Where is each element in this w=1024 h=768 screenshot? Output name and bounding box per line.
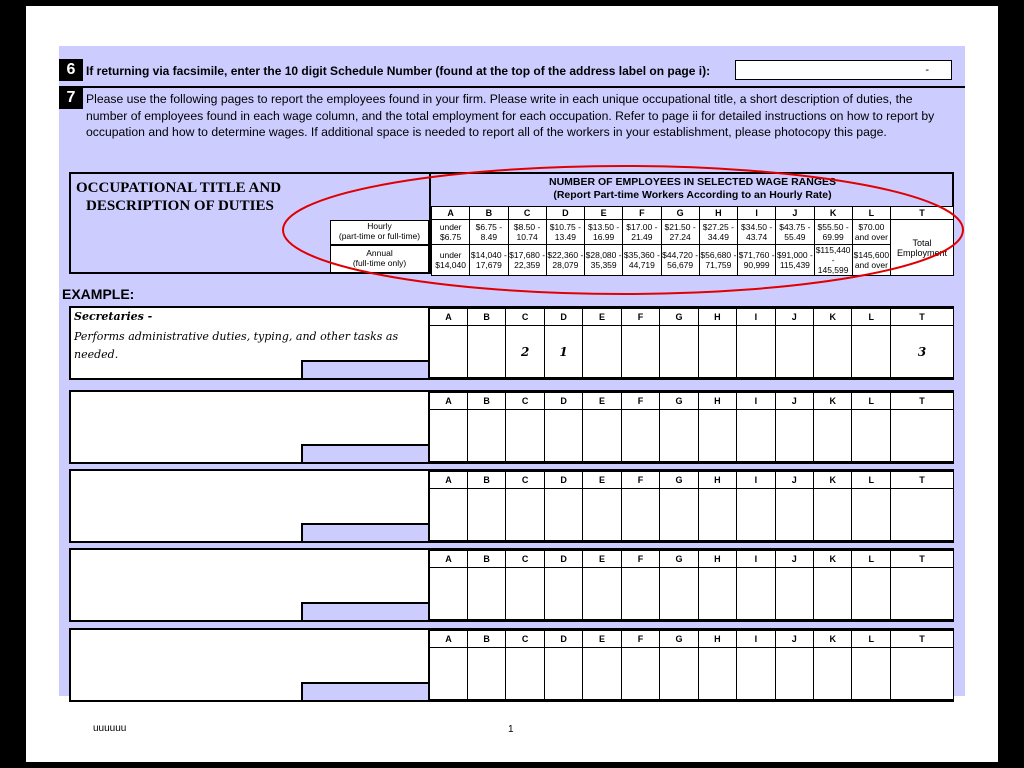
count-cell-e[interactable] [583, 489, 621, 541]
annual-range-k: $115,440 - 145,599 [815, 245, 851, 275]
count-cell-e[interactable] [583, 410, 621, 462]
column-letter-c: C [508, 207, 546, 220]
column-letter-k: K [814, 551, 852, 568]
annual-range-b: $14,040 - 17,679 [470, 245, 508, 276]
column-letter-f: F [621, 631, 659, 648]
column-letter-h: H [699, 207, 737, 220]
occupation-row [69, 548, 954, 622]
count-cell-d[interactable] [544, 489, 582, 541]
column-letter-g: G [660, 472, 698, 489]
column-letter-a: A [429, 393, 467, 410]
count-cell-h[interactable] [698, 489, 736, 541]
column-letter-l: L [852, 472, 891, 489]
column-letter-d: D [546, 207, 584, 220]
count-cell-g [660, 326, 698, 378]
schedule-number-field[interactable] [735, 60, 952, 80]
column-letter-l: L [852, 551, 891, 568]
example-description: Performs administrative duties, typing, and other tasks as needed. [74, 330, 399, 361]
occupation-title-field[interactable] [71, 550, 428, 620]
column-letter-j: J [775, 393, 813, 410]
column-letter-f: F [621, 309, 659, 326]
question-7-number: 7 [59, 87, 83, 109]
annual-range-h: $56,680 - 71,759 [699, 245, 737, 276]
column-letter-d: D [544, 309, 582, 326]
hourly-sublabel: (part-time or full-time) [338, 231, 421, 241]
count-cell-j[interactable] [775, 489, 813, 541]
count-cell-k[interactable] [814, 648, 852, 700]
count-cell-c[interactable] [506, 489, 544, 541]
column-letter-g: G [660, 393, 698, 410]
hourly-row-label [330, 220, 429, 245]
example-title: Secretaries - [74, 310, 153, 323]
count-cell-t[interactable] [891, 489, 954, 541]
count-cell-e [583, 326, 621, 378]
count-cell-d[interactable] [544, 568, 582, 620]
count-cell-h[interactable] [698, 648, 736, 700]
page-number: 1 [508, 724, 514, 735]
column-letter-k: K [814, 393, 852, 410]
annual-sublabel: (full-time only) [352, 258, 407, 268]
count-cell-l[interactable] [852, 568, 891, 620]
count-cell-i[interactable] [737, 410, 775, 462]
count-cell-l [852, 326, 891, 378]
column-letter-t: T [891, 309, 954, 326]
column-letter-j: J [775, 551, 813, 568]
count-cell-f[interactable] [621, 568, 659, 620]
count-cell-g[interactable] [660, 410, 698, 462]
column-letter-h: H [698, 551, 736, 568]
shaded-box [301, 444, 428, 462]
column-letter-l: L [852, 393, 891, 410]
column-letter-i: I [737, 309, 775, 326]
count-cell-b[interactable] [467, 648, 505, 700]
column-letter-b: B [467, 393, 505, 410]
column-letter-i: I [737, 472, 775, 489]
column-letter-t: T [891, 472, 954, 489]
column-letter-a: A [429, 309, 467, 326]
hourly-range-d: $10.75 - 13.49 [546, 220, 584, 245]
column-letter-k: K [814, 207, 852, 220]
caption-line1: NUMBER OF EMPLOYEES IN SELECTED WAGE RANGES [548, 176, 837, 188]
column-letter-e: E [583, 631, 621, 648]
count-cell-a[interactable] [429, 568, 467, 620]
column-letter-g: G [661, 207, 699, 220]
count-cell-a[interactable] [429, 489, 467, 541]
column-letter-j: J [775, 631, 813, 648]
count-cell-i[interactable] [737, 489, 775, 541]
column-letter-k: K [814, 631, 852, 648]
caption-line2: (Report Part-time Workers According to an Hourly Rate) [553, 189, 832, 201]
header-title [76, 179, 281, 215]
column-letter-t: T [891, 551, 954, 568]
column-letter-l: L [852, 207, 890, 220]
count-cell-t: 3 [891, 326, 954, 378]
count-cell-f[interactable] [621, 489, 659, 541]
column-letter-e: E [583, 551, 621, 568]
count-cell-g[interactable] [660, 568, 698, 620]
column-letter-f: F [623, 207, 661, 220]
example-occupation-row [69, 306, 954, 380]
column-letter-e: E [583, 472, 621, 489]
count-cell-a [429, 326, 467, 378]
schedule-number-value: - [925, 64, 929, 76]
count-cell-g[interactable] [660, 489, 698, 541]
column-letter-e: E [583, 309, 621, 326]
count-cell-c[interactable] [506, 648, 544, 700]
column-letter-t: T [891, 393, 954, 410]
occupation-title-field [71, 308, 428, 378]
count-cell-b [467, 326, 505, 378]
column-letter-c: C [506, 472, 544, 489]
count-cell-i[interactable] [737, 568, 775, 620]
column-letter-i: I [737, 631, 775, 648]
column-letter-h: H [698, 393, 736, 410]
employee-count-grid [428, 630, 954, 700]
hourly-range-c: $8.50 - 10.74 [508, 220, 546, 245]
count-cell-e[interactable] [583, 568, 621, 620]
annual-row-label [330, 245, 429, 273]
column-letter-b: B [467, 551, 505, 568]
column-letter-h: H [698, 631, 736, 648]
count-cell-k [814, 326, 852, 378]
count-cell-j[interactable] [775, 648, 813, 700]
hourly-label: Hourly [367, 221, 392, 231]
column-letter-k: K [814, 309, 852, 326]
employee-count-grid [428, 471, 954, 541]
hourly-range-e: $13.50 - 16.99 [585, 220, 623, 245]
column-letter-e: E [585, 207, 623, 220]
count-cell-l[interactable] [852, 648, 891, 700]
wage-range-table [431, 206, 954, 276]
column-letter-j: J [775, 472, 813, 489]
column-letter-l: L [852, 309, 891, 326]
example-label: EXAMPLE: [62, 286, 135, 302]
count-cell-h [698, 326, 736, 378]
annual-range-i: $71,760 - 90,999 [738, 245, 776, 276]
hourly-range-l: $70.00 and over [852, 220, 890, 245]
count-cell-c[interactable] [506, 410, 544, 462]
question-7-text: Please use the following pages to report the employees found in your firm. Please write in each unique occupational title, a short description of duties, the number of employees found in each wage column, and the total employment for each occupation. Refer to page ii for detailed instructions on how to report by occupation and how to determine wages. If additional space is needed to report all of the workers in your establishment, please photocopy this page. [86, 92, 935, 139]
header-title-line1: OCCUPATIONAL TITLE AND [76, 180, 282, 196]
annual-range-e: $28,080 - 35,359 [585, 245, 623, 276]
column-letter-a: A [432, 207, 470, 220]
column-letter-b: B [467, 309, 505, 326]
column-letter-f: F [621, 393, 659, 410]
annual-range-j: $91,000 - 115,439 [776, 245, 814, 276]
count-cell-d[interactable] [544, 648, 582, 700]
employee-count-grid [428, 308, 954, 378]
column-letter-h: H [698, 472, 736, 489]
column-letter-c: C [506, 393, 544, 410]
annual-range-f: $35,360 - 44,719 [623, 245, 661, 276]
hourly-range-j: $43.75 - 55.49 [776, 220, 814, 245]
shaded-box [301, 360, 428, 378]
annual-range-g: $44,720 - 56,679 [661, 245, 699, 276]
total-employment-header: Total Employment [891, 220, 954, 276]
occupation-row [69, 390, 954, 464]
column-letter-l: L [852, 631, 891, 648]
employee-count-grid [428, 392, 954, 462]
column-letter-a: A [429, 631, 467, 648]
column-letter-k: K [814, 472, 852, 489]
count-cell-a[interactable] [429, 648, 467, 700]
annual-range-l: $145,600 and over [852, 245, 890, 276]
count-cell-f[interactable] [621, 410, 659, 462]
shaded-box [301, 682, 428, 700]
count-cell-t[interactable] [891, 410, 954, 462]
question-6-text: If returning via facsimile, enter the 10 digit Schedule Number (found at the top of the address label on page i): [86, 64, 711, 78]
count-cell-e[interactable] [583, 648, 621, 700]
column-letter-g: G [660, 631, 698, 648]
question-6-number: 6 [59, 59, 83, 81]
column-letter-d: D [544, 472, 582, 489]
occupation-title-field[interactable] [71, 630, 428, 700]
annual-range-d: $22,360 - 28,079 [546, 245, 584, 276]
count-cell-t[interactable] [891, 648, 954, 700]
wage-range-header [69, 172, 954, 274]
column-letter-c: C [506, 309, 544, 326]
count-cell-i [737, 326, 775, 378]
hourly-range-k: $55.50 - 69.99 [814, 220, 852, 245]
column-letter-h: H [698, 309, 736, 326]
count-cell-f [621, 326, 659, 378]
count-cell-c: 2 [506, 326, 544, 378]
count-cell-k[interactable] [814, 489, 852, 541]
wage-range-caption [431, 176, 954, 202]
count-cell-d[interactable] [544, 410, 582, 462]
column-letter-d: D [544, 551, 582, 568]
occupation-row [69, 469, 954, 543]
column-letter-f: F [621, 551, 659, 568]
hourly-range-i: $34.50 - 43.74 [738, 220, 776, 245]
annual-label: Annual [366, 248, 393, 258]
column-letter-i: I [737, 393, 775, 410]
count-cell-f[interactable] [621, 648, 659, 700]
column-letter-i: I [737, 551, 775, 568]
hourly-range-h: $27.25 - 34.49 [699, 220, 737, 245]
count-cell-g[interactable] [660, 648, 698, 700]
count-cell-j [775, 326, 813, 378]
count-cell-b[interactable] [467, 489, 505, 541]
count-cell-l[interactable] [852, 489, 891, 541]
header-title-line2: DESCRIPTION OF DUTIES [86, 198, 274, 214]
shaded-box [301, 523, 428, 541]
column-letter-g: G [660, 309, 698, 326]
annual-range-c: $17,680 - 22,359 [508, 245, 546, 276]
occupation-title-field[interactable] [71, 471, 428, 541]
column-letter-a: A [429, 551, 467, 568]
column-letter-f: F [621, 472, 659, 489]
footer-code: uuuuuu [93, 723, 127, 734]
shaded-box [301, 602, 428, 620]
count-cell-d: 1 [544, 326, 582, 378]
count-cell-l[interactable] [852, 410, 891, 462]
column-letter-t: T [891, 631, 954, 648]
count-cell-b[interactable] [467, 410, 505, 462]
count-cell-h[interactable] [698, 410, 736, 462]
hourly-range-a: under $6.75 [432, 220, 470, 245]
count-cell-c[interactable] [506, 568, 544, 620]
column-letter-c: C [506, 551, 544, 568]
column-letter-j: J [775, 309, 813, 326]
divider [59, 86, 965, 88]
hourly-range-g: $21.50 - 27.24 [661, 220, 699, 245]
column-letter-i: I [738, 207, 776, 220]
count-cell-j[interactable] [775, 568, 813, 620]
column-letter-g: G [660, 551, 698, 568]
count-cell-k[interactable] [814, 568, 852, 620]
count-cell-a[interactable] [429, 410, 467, 462]
column-letter-b: B [470, 207, 508, 220]
count-cell-j[interactable] [775, 410, 813, 462]
column-letter-t: T [891, 207, 954, 220]
column-letter-j: J [776, 207, 814, 220]
annual-range-a: under $14,040 [432, 245, 470, 276]
wage-range-panel [429, 174, 954, 274]
count-cell-i[interactable] [737, 648, 775, 700]
column-letter-b: B [467, 631, 505, 648]
column-letter-d: D [544, 631, 582, 648]
hourly-range-b: $6.75 - 8.49 [470, 220, 508, 245]
count-cell-t[interactable] [891, 568, 954, 620]
count-cell-k[interactable] [814, 410, 852, 462]
hourly-range-f: $17.00 - 21.49 [623, 220, 661, 245]
column-letter-c: C [506, 631, 544, 648]
count-cell-b[interactable] [467, 568, 505, 620]
column-letter-d: D [544, 393, 582, 410]
occupation-row [69, 628, 954, 702]
occupation-title-field[interactable] [71, 392, 428, 462]
employee-count-grid [428, 550, 954, 620]
column-letter-a: A [429, 472, 467, 489]
column-letter-e: E [583, 393, 621, 410]
count-cell-h[interactable] [698, 568, 736, 620]
column-letter-b: B [467, 472, 505, 489]
